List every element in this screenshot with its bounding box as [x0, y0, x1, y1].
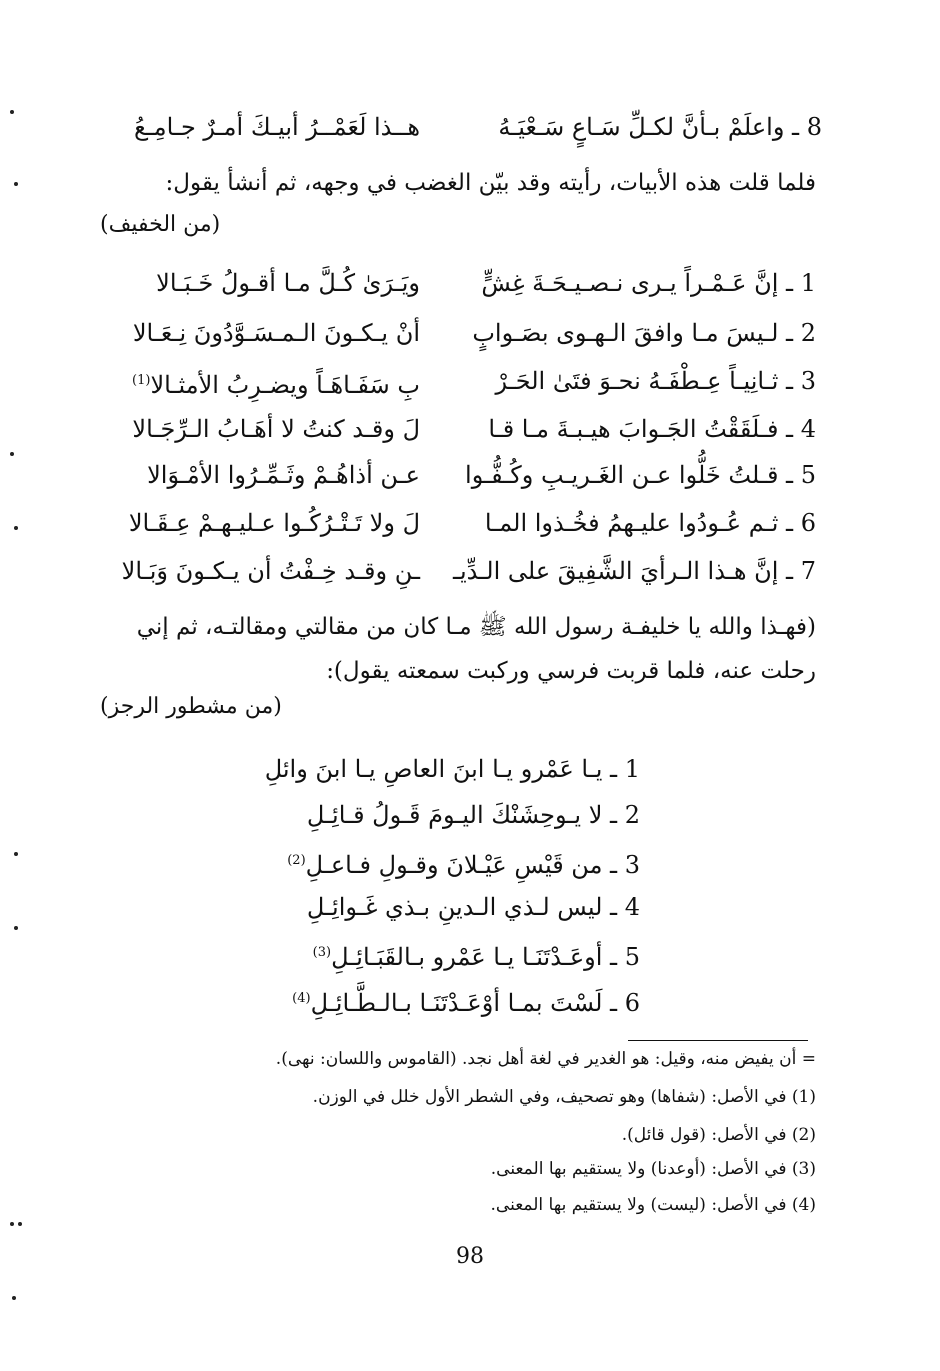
rajaz-verse-3	[240, 844, 640, 882]
scan-speck	[10, 452, 14, 456]
rajaz-verse-5	[240, 936, 640, 974]
scan-speck	[18, 1222, 22, 1226]
verse-6-first-hemistich: 6 ـ ثـم عُـودُوا عليـهمُ فخُـذوا المـا	[484, 509, 816, 537]
rajaz-verse-2	[240, 798, 640, 832]
verse-3-second-hemistich	[110, 364, 420, 402]
narrative-line-2: رحلت عنه، فلما قربت فرسي وركبت سمعته يقول):	[326, 658, 816, 684]
verse-5-first-hemistich: 5 ـ قـلتُ خَلُّوا عـن الغَـريـبِ وكُـفُّـوا	[465, 461, 816, 489]
rajaz-verse-3-text: 3 ـ من قَيْسِ عَيْـلانَ وقـولِ فـاعـلِ	[305, 851, 640, 879]
rajaz-verse-4	[240, 890, 640, 924]
meter-label-rajaz: (من مشطور الرجز)	[100, 694, 282, 719]
verse-8-second-hemistich: هــذا لَعَمْــرُ أبيـكَ أمـرٌ جـامِـعُ	[133, 113, 420, 141]
verse-2-second-hemistich: أنْ يـكـونَ الـمـسَـوَّدُونَ نِـعَـالا	[132, 319, 420, 347]
scan-speck	[12, 1296, 16, 1300]
rajaz-verse-2-text: 2 ـ لا يـوحِشَنْكَ اليـومَ قَـولُ قـائِـلِ	[306, 801, 640, 829]
rajaz-verse-6-text: 6 ـ لَسْتَ بمـا أوْعَـدْتَنَـا بـالـطَّـائِـلِ	[310, 989, 640, 1017]
scan-speck	[14, 852, 18, 856]
footnote-2: (2) في الأصل: (قول قائل).	[621, 1125, 816, 1145]
verse-4-first-hemistich: 4 ـ فـلَقَقْتُ الجَـوابَ هيـبـةَ مـا قـا	[488, 415, 816, 443]
verse-3-first-hemistich: 3 ـ ثـانِيـاً عِـطْفَـهُ نحـوَ فتَىٰ الحَـرْ	[495, 367, 816, 395]
scan-speck	[14, 182, 18, 186]
verse-8-first-hemistich: 8 ـ واعلَمْ بـأنَّ لكـلِّ سَـاعٍ سَـعْيَـهُ	[498, 113, 822, 141]
footnote-4: (4) في الأصل: (ليست) ولا يستقيم بها المعنى.	[490, 1195, 816, 1215]
footnote-ref-3: (3)	[312, 945, 332, 960]
rajaz-verse-1-text: 1 ـ يـا عَمْرو يـا ابنَ العاصِ يـا ابنَ وائلِ	[264, 755, 640, 783]
verse-1-first-hemistich: 1 ـ إنَّ عَـمْـراً يـرى نـصـيـحَـةَ غِشٍّ	[481, 269, 816, 297]
verse-4-second-hemistich: لَ وقـد كنتُ لا أهَـابُ الـرِّجَـالا	[132, 415, 420, 443]
footnote-separator	[628, 1040, 808, 1041]
footnote-3: (3) في الأصل: (أوعدنا) ولا يستقيم بها المعنى.	[490, 1159, 816, 1179]
rajaz-verse-4-text: 4 ـ ليس لـذي الـدينِ بـذي غَـوائِـلِ	[306, 893, 640, 921]
footnote-continuation: = أن يفيض منه، وقيل: هو الغدير في لغة أهل نجد. (القاموس واللسان: نهى).	[275, 1049, 816, 1069]
meter-label-khafif: (من الخفيف)	[100, 212, 221, 237]
intro-paragraph: فلما قلت هذه الأبيات، رأيته وقد بيّن الغضب في وجهه، ثم أنشأ يقول:	[165, 170, 816, 196]
rajaz-verse-6	[240, 982, 640, 1020]
narrative-line-1: (فهـذا والله يا خليفـة رسول الله ﷺ مـا كان من مقالتي ومقالتـه، ثم إني	[136, 614, 816, 640]
footnote-ref-2: (2)	[287, 853, 306, 868]
scan-speck	[14, 526, 18, 530]
verse-3-second-text: بِ سَفَـاهَـاً ويضـرِبُ الأمثـالا	[150, 371, 420, 399]
verse-7-second-hemistich: ـنِ وقـد خِـفْتُ أن يـكـونَ وَبَـالا	[121, 557, 420, 585]
scan-speck	[14, 926, 18, 930]
verse-1-second-hemistich: ويَـرَىٰ كُـلَّ مـا أقـولُ خَـبَـالا	[156, 269, 420, 297]
verse-2-first-hemistich: 2 ـ لـيسَ مـا وافقَ الـهـوى بصَـوابٍ	[472, 319, 816, 347]
scan-speck	[10, 1222, 14, 1226]
scan-speck	[10, 110, 14, 114]
verse-5-second-hemistich: عـن أذاهُـمْ وثَـمِّـرُوا الأمْـوَالا	[147, 461, 420, 489]
page-number: 98	[456, 1244, 484, 1269]
footnote-ref-1: (1)	[132, 373, 151, 388]
verse-6-second-hemistich: لَ ولا تَـتْـرُكُـوا عـليـهـمْ عِـقَـالا	[128, 509, 420, 537]
verse-7-first-hemistich: 7 ـ إنَّ هـذا الـرأيَ الشَّفِيقَ على الـدِّيـ	[452, 557, 816, 585]
rajaz-verse-1	[240, 752, 640, 786]
rajaz-verse-5-text: 5 ـ أوعَـدْتَنَـا يـا عَمْرو بـالقَبَـائِـلِ	[331, 943, 640, 971]
footnote-1: (1) في الأصل: (شفاها) وهو تصحيف، وفي الشطر الأول خلل في الوزن.	[312, 1087, 816, 1107]
footnote-ref-4: (4)	[292, 991, 311, 1006]
